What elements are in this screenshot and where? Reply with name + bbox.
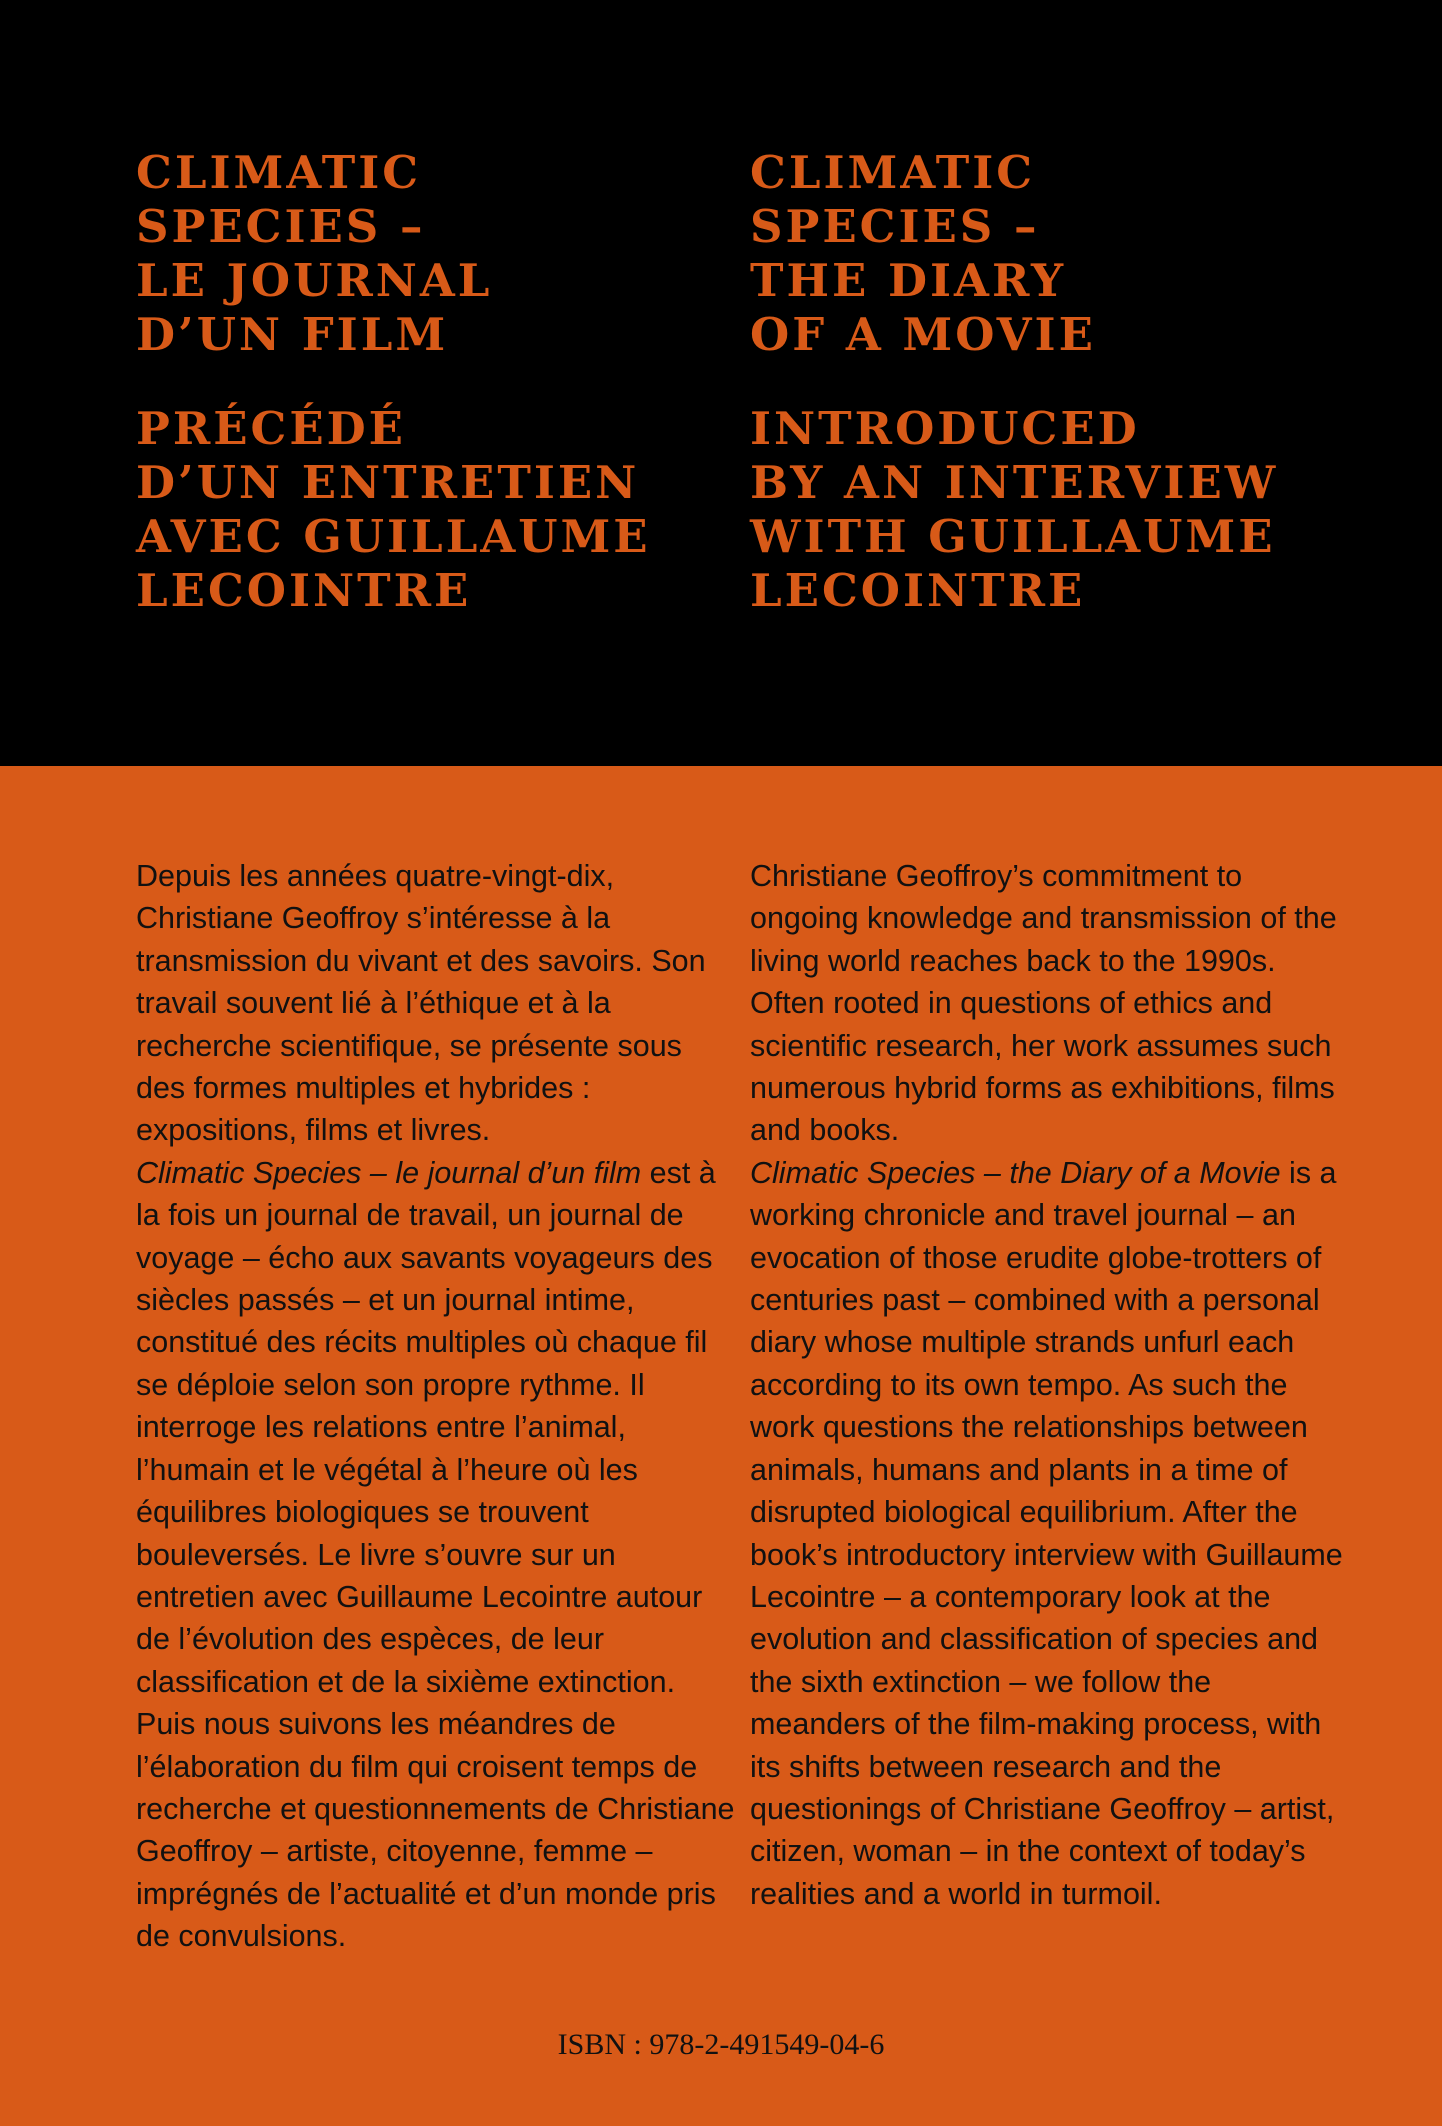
english-body-paragraph: [750, 1152, 1350, 1915]
french-title-line: D’UN FILM: [136, 308, 449, 361]
english-book-title: Climatic Species – the Diary of a Movie: [750, 1155, 1281, 1190]
english-title-block: [750, 146, 1350, 618]
french-subtitle-line: AVEC GUILLAUME: [136, 510, 651, 563]
french-title-line: CLIMATIC: [136, 146, 422, 199]
french-intro-paragraph: Depuis les années quatre-vingt-dix, Christiane Geoffroy s’intéresse à la transmission du vivant et des savoirs. Son travail souvent lié à l’éthique et à la recherche scientifique, se présente sous des formes multiples et hybrides : expositions, films et livres.: [136, 859, 706, 1148]
english-title-line: CLIMATIC: [750, 146, 1036, 199]
french-subtitle-line: LECOINTRE: [136, 564, 472, 617]
french-title-line: SPECIES –: [136, 200, 426, 253]
english-body-text: is a working chronicle and travel journal – an evocation of those erudite globe-trotters of centuries past – combined with a personal diary whose multiple strands unfurl each according to its own tempo. As such the work questions the relationships between animals, humans and plants in a time of disrupted biological equilibrium. After the book’s introductory interview with Guillaume Lecointre – a contemporary look at the evolution and classification of species and the sixth extinction – we follow the meanders of the film-making process, with its shifts between research and the questionings of Christiane Geoffroy – artist, citizen, woman – in the context of today’s realities and a world in turmoil.: [750, 1155, 1343, 1911]
english-subtitle-line: BY AN INTERVIEW: [750, 456, 1279, 509]
english-title-line: SPECIES –: [750, 200, 1040, 253]
french-title-line: LE JOURNAL: [136, 254, 493, 307]
french-body-paragraph: [136, 1152, 736, 1958]
english-description: [750, 855, 1350, 1915]
english-subtitle-line: INTRODUCED: [750, 402, 1140, 455]
french-subtitle-line: D’UN ENTRETIEN: [136, 456, 640, 509]
english-title-line: THE DIARY: [750, 254, 1067, 307]
french-description: [136, 855, 736, 1958]
isbn-number: ISBN : 978-2-491549-04-6: [557, 2028, 885, 2061]
english-subtitle-line: LECOINTRE: [750, 564, 1086, 617]
french-body-text: est à la fois un journal de travail, un journal de voyage – écho aux savants voyageurs des siècles passés – et un journal intime, constitué des récits multiples où chaque fil se déploie selon son propre rythme. Il interroge les relations entre l’animal, l’humain et le végétal à l’heure où les équilibres biologiques se trouvent bouleversés. Le livre s’ouvre sur un entretien avec Guillaume Lecointre autour de l’évolution des espèces, de leur classification et de la sixième extinction. Puis nous suivons les méandres de l’élaboration du film qui croisent temps de recherche et questionnements de Christiane Geoffroy – artiste, citoyenne, femme – imprégnés de l’actualité et d’un monde pris de convulsions.: [136, 1155, 735, 1954]
french-title-block: [136, 146, 736, 618]
french-subtitle-line: PRÉCÉDÉ: [136, 402, 406, 455]
english-intro-paragraph: Christiane Geoffroy’s commitment to ongoing knowledge and transmission of the living world reaches back to the 1990s. Often rooted in questions of ethics and scientific research, her work assumes such numerous hybrid forms as exhibitions, films and books.: [750, 859, 1337, 1148]
english-title-line: OF A MOVIE: [750, 308, 1096, 361]
english-subtitle-line: WITH GUILLAUME: [750, 510, 1276, 563]
french-book-title: Climatic Species – le journal d’un film: [136, 1155, 642, 1190]
